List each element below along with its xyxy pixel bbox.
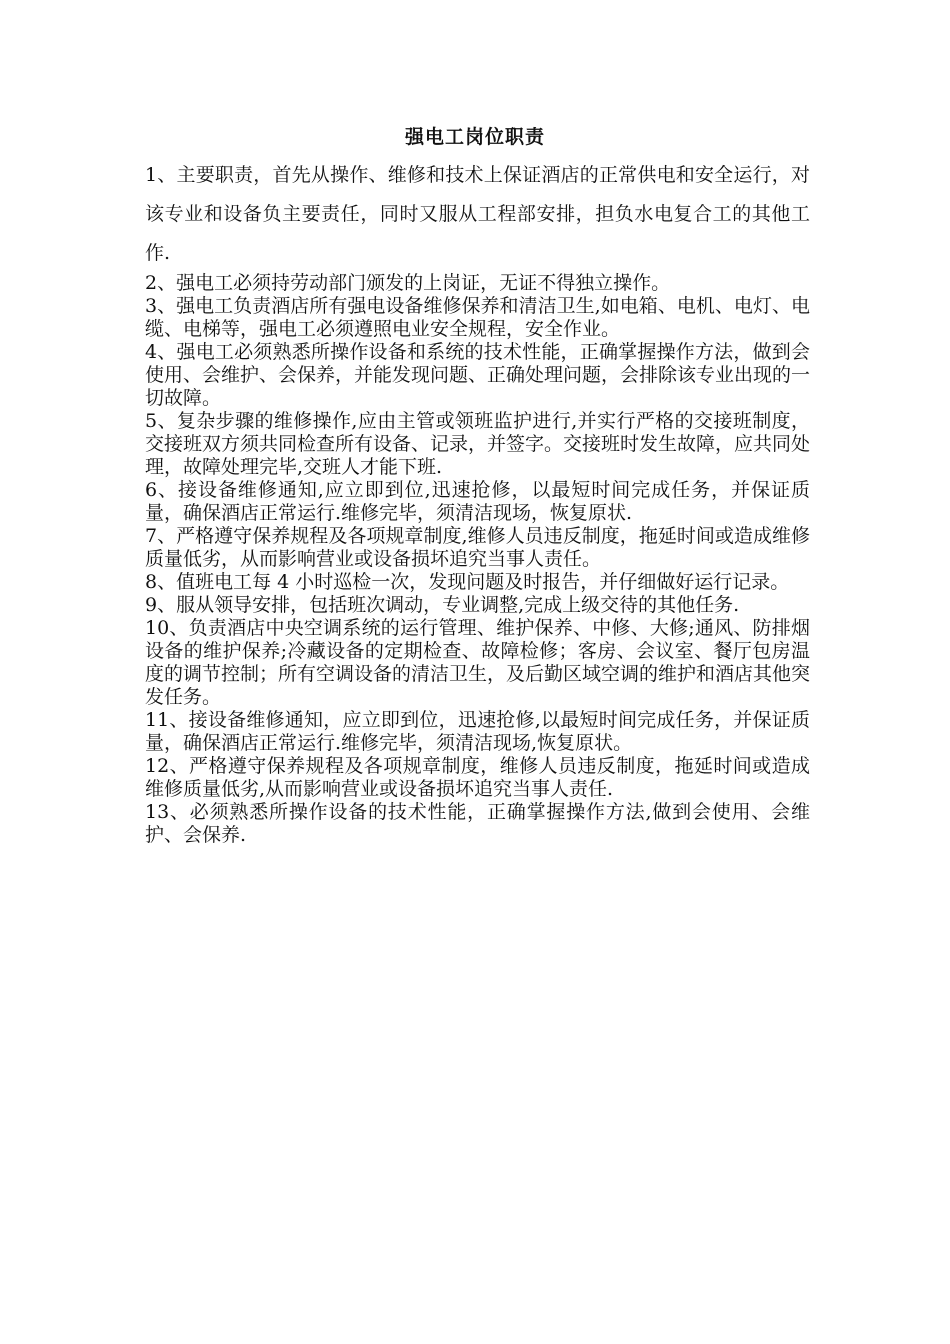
page-title: 强电工岗位职责 bbox=[404, 126, 545, 148]
duty-item-13: 13、必须熟悉所操作设备的技术性能，正确掌握操作方法,做到会使用、会维护、会保养. bbox=[145, 801, 810, 846]
duty-item-8: 8、值班电工每 4 小时巡检一次，发现问题及时报告，并仔细做好运行记录。 bbox=[145, 571, 790, 593]
duty-item-1: 1、主要职责，首先从操作、维修和技术上保证酒店的正常供电和安全运行，对该专业和设备负主要责任，同时又服从工程部安排，担负水电复合工的其他工作. bbox=[145, 164, 810, 264]
duty-item-10: 10、负责酒店中央空调系统的运行管理、维护保养、中修、大修;通风、防排烟设备的维护保养;冷藏设备的定期检查、故障检修；客房、会议室、餐厅包房温度的调节控制；所有空调设备的清洁卫生，及后勤区域空调的维护和酒店其他突发任务。 bbox=[145, 617, 811, 708]
duty-item-4: 4、强电工必须熟悉所操作设备和系统的技术性能，正确掌握操作方法，做到会使用、会维护、会保养，并能发现问题、正确处理问题，会排除该专业出现的一切故障。 bbox=[145, 341, 811, 409]
duty-item-12: 12、严格遵守保养规程及各项规章制度，维修人员违反制度，拖延时间或造成维修质量低劣,从而影响营业或设备损坏追究当事人责任. bbox=[145, 755, 810, 800]
duty-item-5: 5、复杂步骤的维修操作,应由主管或领班监护进行,并实行严格的交接班制度，交接班双方须共同检查所有设备、记录，并签字。交接班时发生故障，应共同处理，故障处理完毕,交班人才能下班. bbox=[145, 410, 811, 478]
duty-item-3: 3、强电工负责酒店所有强电设备维修保养和清洁卫生,如电箱、电机、电灯、电缆、电梯等，强电工必须遵照电业安全规程，安全作业。 bbox=[145, 295, 810, 340]
duty-item-11: 11、接设备维修通知，应立即到位，迅速抢修,以最短时间完成任务，并保证质量，确保酒店正常运行.维修完毕，须清洁现场,恢复原状。 bbox=[145, 709, 810, 754]
duty-list bbox=[145, 272, 810, 847]
duty-item-7: 7、严格遵守保养规程及各项规章制度,维修人员违反制度，拖延时间或造成维修质量低劣，从而影响营业或设备损坏追究当事人责任。 bbox=[145, 525, 810, 570]
duty-item-2: 2、强电工必须持劳动部门颁发的上岗证，无证不得独立操作。 bbox=[145, 272, 671, 294]
duty-item-6: 6、接设备维修通知,应立即到位,迅速抢修，以最短时间完成任务，并保证质量，确保酒店正常运行.维修完毕，须清洁现场，恢复原状. bbox=[145, 479, 810, 524]
duty-item-9: 9、服从领导安排，包括班次调动，专业调整,完成上级交待的其他任务. bbox=[145, 594, 740, 616]
